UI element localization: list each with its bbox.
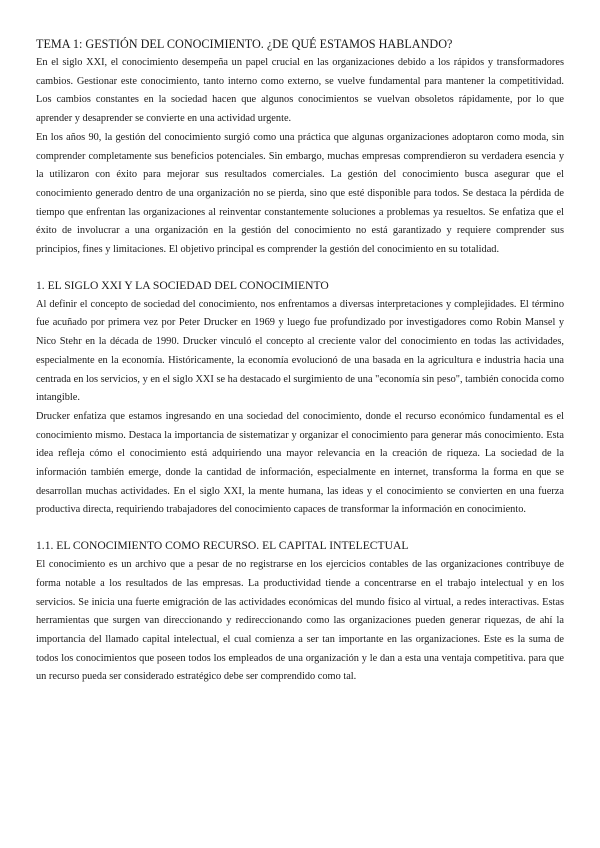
section-1-1-heading: 1.1. EL CONOCIMIENTO COMO RECURSO. EL CAPITAL INTELECTUAL: [36, 539, 409, 553]
intro-paragraph-1: En el siglo XXI, el conocimiento desempeña un papel crucial en las organizaciones debido a los rápidos y transformadores cambios. Gestionar este conocimiento, tanto interno como externo, se vuelve fundamental para mantener la competitividad. Los cambios constantes en la sociedad hacen que algunos conocimientos se vuelvan obsoletos rápidamente, por lo que aprender y desaprender se convierte en una actividad urgente.: [36, 57, 564, 125]
intro-paragraph-2: En los años 90, la gestión del conocimiento surgió como una práctica que algunas organizaciones adoptaron como moda, sin comprender completamente sus beneficios potenciales. Sin embargo, muchas empresas comprendieron su verdadera esencia y la utilizaron con éxito para mejorar sus resultados comerciales. La gestión del conocimiento busca asegurar que el conocimiento generado dentro de una organización no se pierda, sino que esté disponible para todos. Se destaca la pérdida de tiempo que enfrentan las organizaciones al reinventar constantemente soluciones a problemas ya resueltos. Se enfatiza que el éxito de involucrar a una organización en la gestión del conocimiento no está garantizado y requiere comprender sus principios, fines y limitaciones. El objetivo principal es comprender la gestión del conocimiento en su totalidad.: [36, 131, 564, 256]
section-1-heading: 1. EL SIGLO XXI Y LA SOCIEDAD DEL CONOCIMIENTO: [36, 278, 329, 292]
section-1-paragraph-1: Al definir el concepto de sociedad del conocimiento, nos enfrentamos a diversas interpretaciones y complejidades. El término fue acuñado por primera vez por Peter Drucker en 1969 y luego fue profundizado por investigadores como Robin Mansel y Nico Stehr en la década de 1990. Drucker vinculó el concepto al creciente valor del conocimiento en todas las actividades, especialmente en la economía. Históricamente, la economía evolucionó de una basada en la agricultura e industria hacia una centrada en los servicios, y en el siglo XXI se ha destacado el surgimiento de una "economía sin peso", también conocida como intangible.: [36, 298, 564, 404]
section-spacer: [36, 260, 564, 278]
document-title: TEMA 1: GESTIÓN DEL CONOCIMIENTO. ¿DE QUÉ ESTAMOS HABLANDO?: [36, 37, 453, 51]
section-spacer: [36, 520, 564, 538]
section-1-1-paragraph-1: El conocimiento es un archivo que a pesar de no registrarse en los ejercicios contables de las organizaciones contribuye de forma notable a los resultados de las empresas. La productividad tiende a concentrarse en el trabajo intelectual y en los servicios. Se inicia una fuerte emigración de las actividades económicas del mundo físico al virtual, a redes interactivas. Estas herramientas que surgen van direccionando y redireccionando como las organizaciones pueden generar riquezas, de ahí la importancia del llamado capital intelectual, el cual comienza a ser tan importante en las organizaciones. Este es la suma de todos los conocimientos que poseen todos los empleados de una organización y le dan a esta una ventaja competitiva. para que un recurso pueda ser considerado estratégico debe ser comprendido como tal.: [36, 559, 564, 683]
section-1-paragraph-2: Drucker enfatiza que estamos ingresando en una sociedad del conocimiento, donde el recurso económico fundamental es el conocimiento mismo. Destaca la importancia de sistematizar y organizar el conocimiento para generar más conocimiento. Esta idea refleja cómo el conocimiento está adquiriendo una mayor relevancia en la creación de riqueza. La sociedad de la información también emerge, donde la cantidad de información, especialmente en internet, transforma la forma en que se desarrollan muchas actividades. En el siglo XXI, la mente humana, las ideas y el conocimiento se convierten en una fuerza productiva directa, requiriendo trabajadores del conocimiento capaces de transformar la información en conocimiento.: [36, 410, 564, 516]
